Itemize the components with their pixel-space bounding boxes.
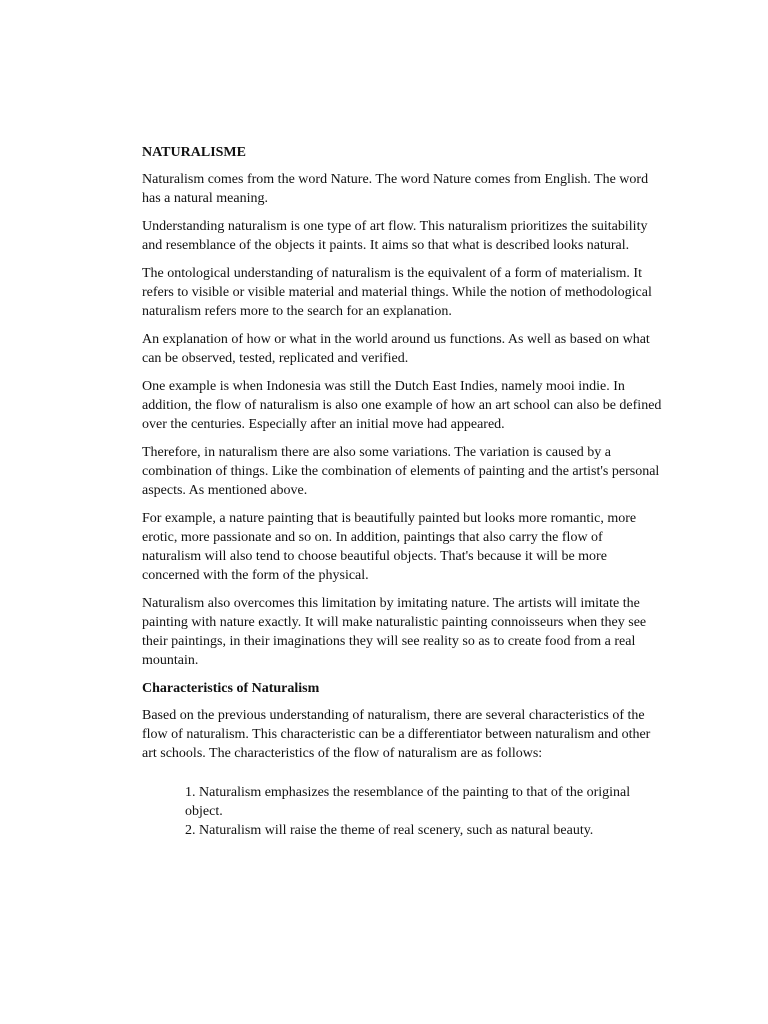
paragraph-6: Therefore, in naturalism there are also some variations. The variation is caused by a combination of things. Like the combination of elements of painting and the artist's personal aspects. As mentioned above.: [142, 445, 660, 498]
list-item: 2. Naturalism will raise the theme of real scenery, such as natural beauty.: [185, 823, 594, 838]
paragraph-8: Naturalism also overcomes this limitation by imitating nature. The artists will imitate the painting with nature exactly. It will make naturalistic painting connoisseurs when they see their paintings, in their imaginations they will see reality so as to create food from a real mountain.: [142, 596, 647, 668]
list-item: 1. Naturalism emphasizes the resemblance of the painting to that of the original object.: [185, 785, 631, 819]
paragraph-7: For example, a nature painting that is beautifully painted but looks more romantic, more erotic, more passionate and so on. In addition, paintings that also carry the flow of naturalism will also tend to choose beautiful objects. That's because it will be more concerned with the form of the physical.: [142, 511, 637, 583]
paragraph-5: One example is when Indonesia was still the Dutch East Indies, namely mooi indie. In addition, the flow of naturalism is also one example of how an art school can also be defined over the centuries. Especially after an initial move had appeared.: [142, 379, 662, 432]
characteristics-list: [142, 783, 662, 840]
characteristics-intro: Based on the previous understanding of naturalism, there are several characteristics of the flow of naturalism. This characteristic can be a differentiator between naturalism and other art schools. The characteristics of the flow of naturalism are as follows:: [142, 708, 651, 761]
document-title: NATURALISME: [142, 145, 246, 160]
paragraph-2: Understanding naturalism is one type of art flow. This naturalism prioritizes the suitability and resemblance of the objects it paints. It aims so that what is described looks natural.: [142, 219, 648, 253]
paragraph-4: An explanation of how or what in the world around us functions. As well as based on what can be observed, tested, replicated and verified.: [142, 332, 650, 366]
paragraph-3: The ontological understanding of naturalism is the equivalent of a form of materialism. It refers to visible or visible material and material things. While the notion of methodological naturalism refers more to the search for an explanation.: [142, 266, 652, 319]
paragraph-1: Naturalism comes from the word Nature. The word Nature comes from English. The word has a natural meaning.: [142, 172, 649, 206]
section-subheading: Characteristics of Naturalism: [142, 681, 320, 696]
document-page: [142, 143, 662, 840]
